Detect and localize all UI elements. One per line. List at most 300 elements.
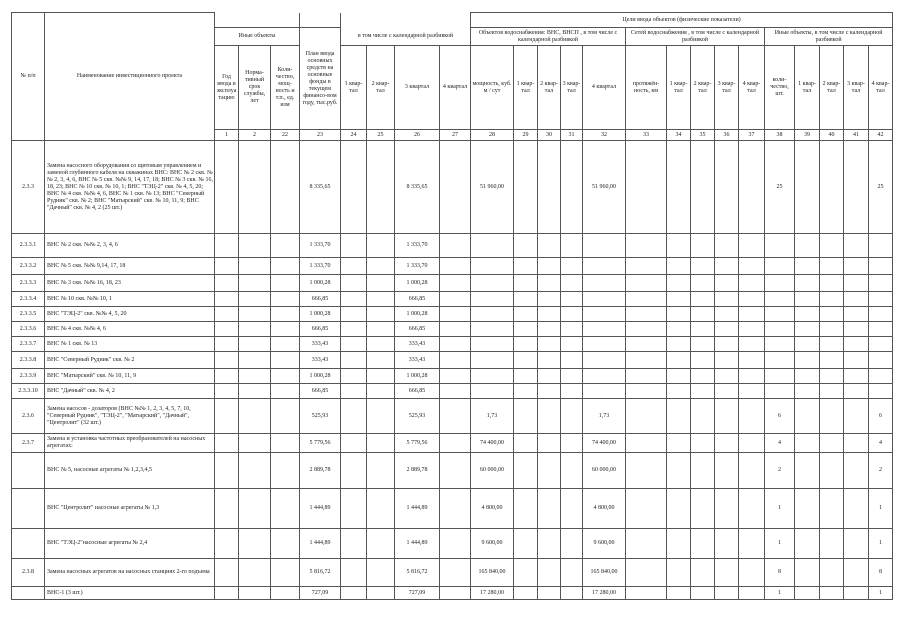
other-objects-header: Иные объекты [215, 28, 300, 46]
value-cell [514, 141, 538, 234]
value-cell [869, 307, 893, 322]
value-cell [583, 337, 626, 352]
value-cell [691, 275, 715, 292]
value-cell: 1 [765, 529, 795, 559]
value-cell [844, 529, 869, 559]
value-cell: 1 [869, 529, 893, 559]
value-cell [239, 352, 271, 369]
value-cell [765, 322, 795, 337]
value-cell [271, 434, 300, 453]
value-cell [844, 292, 869, 307]
value-cell [239, 307, 271, 322]
column-number: 24 [341, 130, 367, 141]
value-cell [820, 559, 844, 587]
project-name-cell: ВНС № 3 скв. №№ 16, 18, 23 [45, 275, 215, 292]
table-row [12, 292, 893, 307]
value-cell [715, 384, 739, 399]
value-cell [215, 453, 239, 489]
value-cell [271, 384, 300, 399]
value-cell: 9 600,00 [471, 529, 514, 559]
value-cell [820, 307, 844, 322]
value-cell [514, 559, 538, 587]
value-cell [667, 399, 691, 434]
value-cell: 666,85 [300, 292, 341, 307]
value-cell: 1 000,28 [395, 275, 440, 292]
project-name-cell: ВНС № 2 скв. №№ 2, 3, 4, 6 [45, 234, 215, 258]
value-cell [514, 434, 538, 453]
value-cell [367, 141, 395, 234]
value-cell [440, 559, 471, 587]
value-cell [691, 529, 715, 559]
value-cell [715, 399, 739, 434]
value-cell: 51 960,00 [471, 141, 514, 234]
value-cell: 1 [869, 587, 893, 600]
value-cell: 333,43 [395, 337, 440, 352]
column-number: 23 [300, 130, 341, 141]
q3-header: 3 квартал [395, 46, 440, 130]
value-cell [367, 258, 395, 275]
value-cell: 666,85 [395, 322, 440, 337]
value-cell: 8 335,65 [395, 141, 440, 234]
value-cell [691, 559, 715, 587]
value-cell: 666,85 [395, 384, 440, 399]
table-body [12, 141, 893, 600]
value-cell [795, 141, 820, 234]
value-cell [844, 399, 869, 434]
value-cell [795, 384, 820, 399]
value-cell [215, 384, 239, 399]
value-cell: 1 000,28 [300, 307, 341, 322]
value-cell [215, 489, 239, 529]
value-cell [471, 384, 514, 399]
project-name-cell: ВНС "ТЭЦ-2" скв. №№ 4, 5, 20 [45, 307, 215, 322]
value-cell [667, 234, 691, 258]
row-number-cell: 2.3.3.7 [12, 337, 45, 352]
value-cell [215, 234, 239, 258]
count-header: коли-чество, шт. [765, 46, 795, 130]
row-number-cell: 2.3.6 [12, 399, 45, 434]
value-cell [795, 559, 820, 587]
value-cell [765, 307, 795, 322]
value-cell [765, 234, 795, 258]
value-cell: 4 [869, 434, 893, 453]
row-number-cell [12, 587, 45, 600]
value-cell [239, 234, 271, 258]
value-cell [271, 337, 300, 352]
row-number-cell [12, 529, 45, 559]
value-cell [538, 307, 561, 322]
value-cell: 666,85 [300, 384, 341, 399]
value-cell [583, 384, 626, 399]
value-cell: 2 [765, 453, 795, 489]
value-cell [626, 453, 667, 489]
value-cell [367, 399, 395, 434]
value-cell [765, 352, 795, 369]
value-cell [691, 322, 715, 337]
value-cell: 1 333,70 [300, 258, 341, 275]
value-cell [583, 292, 626, 307]
value-cell: 1 000,28 [300, 369, 341, 384]
value-cell [795, 234, 820, 258]
value-cell [820, 275, 844, 292]
table-row [12, 258, 893, 275]
value-cell [215, 141, 239, 234]
project-name-cell: Замена и установка частотных преобразователей на насосных агрегатах: [45, 434, 215, 453]
value-cell: 1 333,70 [300, 234, 341, 258]
value-cell [667, 258, 691, 275]
value-cell [844, 258, 869, 275]
value-cell [271, 258, 300, 275]
project-name-cell: Замена насосных агрегатов на насосных станциях 2-го подъема [45, 559, 215, 587]
investment-table-sheet [11, 12, 892, 600]
value-cell [561, 434, 583, 453]
value-cell [869, 352, 893, 369]
q2-header: 2 квар-тал [367, 46, 395, 130]
value-cell [341, 529, 367, 559]
value-cell [820, 529, 844, 559]
value-cell [739, 559, 765, 587]
table-row [12, 141, 893, 234]
value-cell [715, 369, 739, 384]
value-cell [215, 399, 239, 434]
value-cell: 4 800,00 [583, 489, 626, 529]
value-cell [440, 489, 471, 529]
value-cell [538, 141, 561, 234]
project-name-cell: ВНС № 1 скв. № 13 [45, 337, 215, 352]
value-cell: 666,85 [300, 322, 341, 337]
value-cell [367, 453, 395, 489]
value-cell [667, 384, 691, 399]
value-cell [367, 559, 395, 587]
value-cell [844, 337, 869, 352]
value-cell [715, 434, 739, 453]
value-cell [341, 489, 367, 529]
value-cell [715, 337, 739, 352]
value-cell [820, 234, 844, 258]
value-cell [341, 292, 367, 307]
value-cell [341, 275, 367, 292]
value-cell [215, 587, 239, 600]
value-cell [239, 337, 271, 352]
value-cell [341, 587, 367, 600]
value-cell [471, 352, 514, 369]
value-cell [440, 292, 471, 307]
row-number-cell: 2.3.3 [12, 141, 45, 234]
value-cell [844, 322, 869, 337]
project-name-cell: ВНС "Северный Рудник" скв. № 2 [45, 352, 215, 369]
project-name-cell: ВНС "ТЭЦ-2"насосные агрегаты № 2,4 [45, 529, 215, 559]
table-row [12, 352, 893, 369]
targets-group-header: Цели ввода объектов (физические показатели) [471, 13, 893, 28]
value-cell [715, 234, 739, 258]
value-cell [367, 307, 395, 322]
value-cell [215, 352, 239, 369]
value-cell [538, 529, 561, 559]
value-cell [795, 337, 820, 352]
value-cell [765, 258, 795, 275]
value-cell [795, 275, 820, 292]
value-cell [844, 141, 869, 234]
project-name-cell: ВНС № 4 скв. №№ 4, 6 [45, 322, 215, 337]
value-cell [239, 399, 271, 434]
value-cell [795, 292, 820, 307]
value-cell [341, 337, 367, 352]
value-cell [739, 258, 765, 275]
value-cell [739, 275, 765, 292]
value-cell [215, 292, 239, 307]
value-cell [626, 275, 667, 292]
value-cell [271, 559, 300, 587]
net-q2-header: 2 квар-тал [691, 46, 715, 130]
value-cell [239, 453, 271, 489]
other-cal-header: Иные объекты, в том числе с календарной разбивкой [765, 28, 893, 46]
value-cell [795, 322, 820, 337]
project-name-cell: ВНС-1 (3 шт.) [45, 587, 215, 600]
value-cell [440, 337, 471, 352]
value-cell [471, 369, 514, 384]
value-cell [739, 307, 765, 322]
value-cell [667, 337, 691, 352]
value-cell: 1 333,70 [395, 234, 440, 258]
value-cell [471, 337, 514, 352]
value-cell [561, 399, 583, 434]
value-cell: 8 [765, 559, 795, 587]
value-cell [538, 337, 561, 352]
row-number-cell [12, 453, 45, 489]
column-number: 38 [765, 130, 795, 141]
table-row [12, 369, 893, 384]
value-cell [844, 307, 869, 322]
value-cell [271, 352, 300, 369]
value-cell [820, 434, 844, 453]
value-cell [514, 369, 538, 384]
water-q3-header: 3 квар-тал [561, 46, 583, 130]
value-cell [667, 453, 691, 489]
value-cell [239, 434, 271, 453]
value-cell [691, 258, 715, 275]
value-cell: 1 444,89 [395, 489, 440, 529]
value-cell: 333,43 [300, 337, 341, 352]
value-cell [514, 529, 538, 559]
value-cell [271, 292, 300, 307]
value-cell [471, 275, 514, 292]
commission-year-header: Год ввода в эксплуа тацию [215, 46, 239, 130]
value-cell [514, 275, 538, 292]
value-cell [820, 337, 844, 352]
value-cell [844, 453, 869, 489]
value-cell [626, 141, 667, 234]
value-cell [691, 337, 715, 352]
value-cell: 1 000,28 [395, 369, 440, 384]
value-cell [667, 587, 691, 600]
value-cell: 666,85 [395, 292, 440, 307]
row-number-cell: 2.3.3.2 [12, 258, 45, 275]
value-cell [367, 234, 395, 258]
net-q1-header: 1 квар-тал [667, 46, 691, 130]
value-cell [820, 453, 844, 489]
value-cell [691, 352, 715, 369]
column-number: 34 [667, 130, 691, 141]
value-cell [795, 529, 820, 559]
value-cell [239, 258, 271, 275]
column-number: 25 [367, 130, 395, 141]
value-cell [667, 275, 691, 292]
row-number-cell: 2.3.3.8 [12, 352, 45, 369]
value-cell [691, 489, 715, 529]
column-number: 32 [583, 130, 626, 141]
value-cell [844, 489, 869, 529]
value-cell [583, 234, 626, 258]
table-row [12, 234, 893, 258]
value-cell [739, 337, 765, 352]
service-life-header: Норма-тивный срок службы, лет [239, 46, 271, 130]
column-number: 35 [691, 130, 715, 141]
value-cell [583, 258, 626, 275]
column-number: 1 [215, 130, 239, 141]
value-cell [341, 453, 367, 489]
value-cell [820, 587, 844, 600]
table-row [12, 275, 893, 292]
value-cell [667, 369, 691, 384]
value-cell: 2 889,78 [300, 453, 341, 489]
value-cell [739, 399, 765, 434]
value-cell [367, 384, 395, 399]
value-cell [440, 399, 471, 434]
value-cell [691, 399, 715, 434]
value-cell [561, 352, 583, 369]
value-cell [667, 322, 691, 337]
value-cell [440, 322, 471, 337]
value-cell [239, 489, 271, 529]
value-cell [367, 337, 395, 352]
value-cell [341, 352, 367, 369]
value-cell: 4 800,00 [471, 489, 514, 529]
table-row [12, 529, 893, 559]
value-cell [715, 275, 739, 292]
other-q1-header: 1 квар-тал [795, 46, 820, 130]
value-cell [341, 258, 367, 275]
value-cell [561, 337, 583, 352]
value-cell: 1 444,89 [300, 489, 341, 529]
value-cell [715, 352, 739, 369]
value-cell [239, 559, 271, 587]
value-cell: 333,43 [300, 352, 341, 369]
value-cell: 1 [869, 489, 893, 529]
row-number-cell: 2.3.3.1 [12, 234, 45, 258]
value-cell [739, 384, 765, 399]
table-row [12, 322, 893, 337]
value-cell [715, 141, 739, 234]
value-cell [271, 399, 300, 434]
value-cell [626, 337, 667, 352]
value-cell: 2 [869, 453, 893, 489]
value-cell [795, 434, 820, 453]
value-cell: 60 000,00 [583, 453, 626, 489]
value-cell [239, 369, 271, 384]
value-cell [626, 559, 667, 587]
value-cell: 1 [765, 587, 795, 600]
value-cell [626, 587, 667, 600]
value-cell [367, 352, 395, 369]
value-cell [715, 559, 739, 587]
value-cell [739, 369, 765, 384]
value-cell [583, 352, 626, 369]
value-cell [869, 337, 893, 352]
column-number: 39 [795, 130, 820, 141]
value-cell [341, 234, 367, 258]
value-cell [341, 384, 367, 399]
table-row [12, 453, 893, 489]
value-cell [561, 529, 583, 559]
value-cell: 525,93 [395, 399, 440, 434]
value-cell [367, 434, 395, 453]
value-cell [667, 292, 691, 307]
value-cell [844, 275, 869, 292]
value-cell: 525,93 [300, 399, 341, 434]
value-cell [271, 307, 300, 322]
water-q4-header: 4 квартал [583, 46, 626, 130]
value-cell [626, 399, 667, 434]
value-cell: 5 816,72 [300, 559, 341, 587]
water-q2-header: 2 квар-тал [538, 46, 561, 130]
column-number: 29 [514, 130, 538, 141]
value-cell [739, 434, 765, 453]
value-cell [271, 322, 300, 337]
column-number: 22 [271, 130, 300, 141]
value-cell: 165 840,00 [583, 559, 626, 587]
other-q2-header: 2 квар-тал [820, 46, 844, 130]
value-cell [844, 434, 869, 453]
value-cell [626, 258, 667, 275]
value-cell [367, 369, 395, 384]
value-cell [844, 559, 869, 587]
value-cell [239, 322, 271, 337]
value-cell: 2 889,78 [395, 453, 440, 489]
investment-table [11, 12, 893, 600]
networks-header: Сетей водоснабжения , в том числе с календарной разбивкой [626, 28, 765, 46]
value-cell [765, 292, 795, 307]
value-cell [271, 453, 300, 489]
column-number: 42 [869, 130, 893, 141]
value-cell [739, 292, 765, 307]
value-cell [715, 529, 739, 559]
value-cell: 1 444,89 [300, 529, 341, 559]
net-q4-header: 4 квар-тал [739, 46, 765, 130]
value-cell [561, 559, 583, 587]
value-cell [341, 369, 367, 384]
project-name-cell: ВНС "Матырский" скв. № 10, 11, 9 [45, 369, 215, 384]
value-cell [869, 258, 893, 275]
value-cell: 25 [869, 141, 893, 234]
value-cell [271, 587, 300, 600]
value-cell [869, 292, 893, 307]
value-cell: 1 333,70 [395, 258, 440, 275]
value-cell: 74 400,00 [583, 434, 626, 453]
value-cell [869, 234, 893, 258]
column-number: 33 [626, 130, 667, 141]
value-cell: 8 335,65 [300, 141, 341, 234]
value-cell: 6 [869, 399, 893, 434]
value-cell [795, 307, 820, 322]
value-cell [538, 369, 561, 384]
value-cell [215, 559, 239, 587]
row-number-cell: 2.3.3.4 [12, 292, 45, 307]
value-cell [215, 258, 239, 275]
value-cell [844, 369, 869, 384]
value-cell [538, 234, 561, 258]
value-cell [367, 529, 395, 559]
row-number-cell [12, 489, 45, 529]
